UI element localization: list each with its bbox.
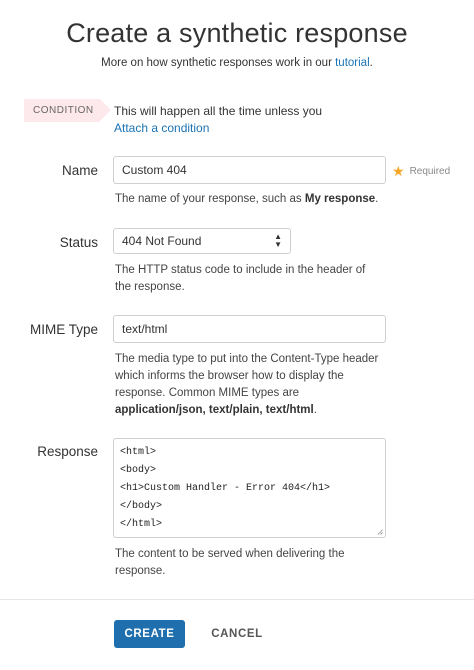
subtitle-period: . [369,57,373,69]
name-label: Name [61,163,98,178]
status-label: Status [59,235,98,250]
mime-help-examples: application/json, text/plain, text/html [115,404,314,416]
name-help [115,191,378,208]
resize-grip-icon[interactable] [377,529,383,535]
name-help-text: The name of your response, such as [115,193,305,205]
required-label: Required [409,166,451,177]
status-help: The HTTP status code to include in the header of the response. [115,264,366,293]
mime-help [115,351,390,419]
mime-help-text: The media type to put into the Content-Type header which informs the browser how to display the response. Common MIME types are [115,353,379,399]
page-subtitle [0,57,474,69]
required-indicator [392,163,450,180]
name-help-period: . [375,193,379,205]
create-button[interactable]: CREATE [114,620,185,648]
updown-caret-icon: ▲ ▼ [274,232,282,249]
response-help: The content to be served when delivering the response. [115,548,345,577]
mime-help-period: . [313,404,317,416]
name-help-example: My response [304,193,376,205]
response-label: Response [37,444,98,459]
status-selected-value: 404 Not Found [122,234,202,248]
name-input[interactable] [113,156,386,184]
footer-divider [0,599,474,600]
tutorial-link[interactable]: tutorial [335,57,370,69]
mime-label: MIME Type [29,322,98,337]
condition-text: This will happen all the time unless you [114,104,323,118]
page-title: Create a synthetic response [66,18,408,48]
subtitle-text: More on how synthetic responses work in our [101,57,336,69]
attach-condition-link[interactable]: Attach a condition [114,121,210,135]
status-select[interactable] [113,228,291,254]
cancel-button[interactable]: CANCEL [211,628,263,640]
condition-tag: CONDITION [24,99,100,122]
response-textarea[interactable]: <html> <body> <h1>Custom Handler - Error 404</h1> </body> </html> [113,438,386,538]
star-icon: ★ [392,163,405,179]
mime-input[interactable] [113,315,386,343]
